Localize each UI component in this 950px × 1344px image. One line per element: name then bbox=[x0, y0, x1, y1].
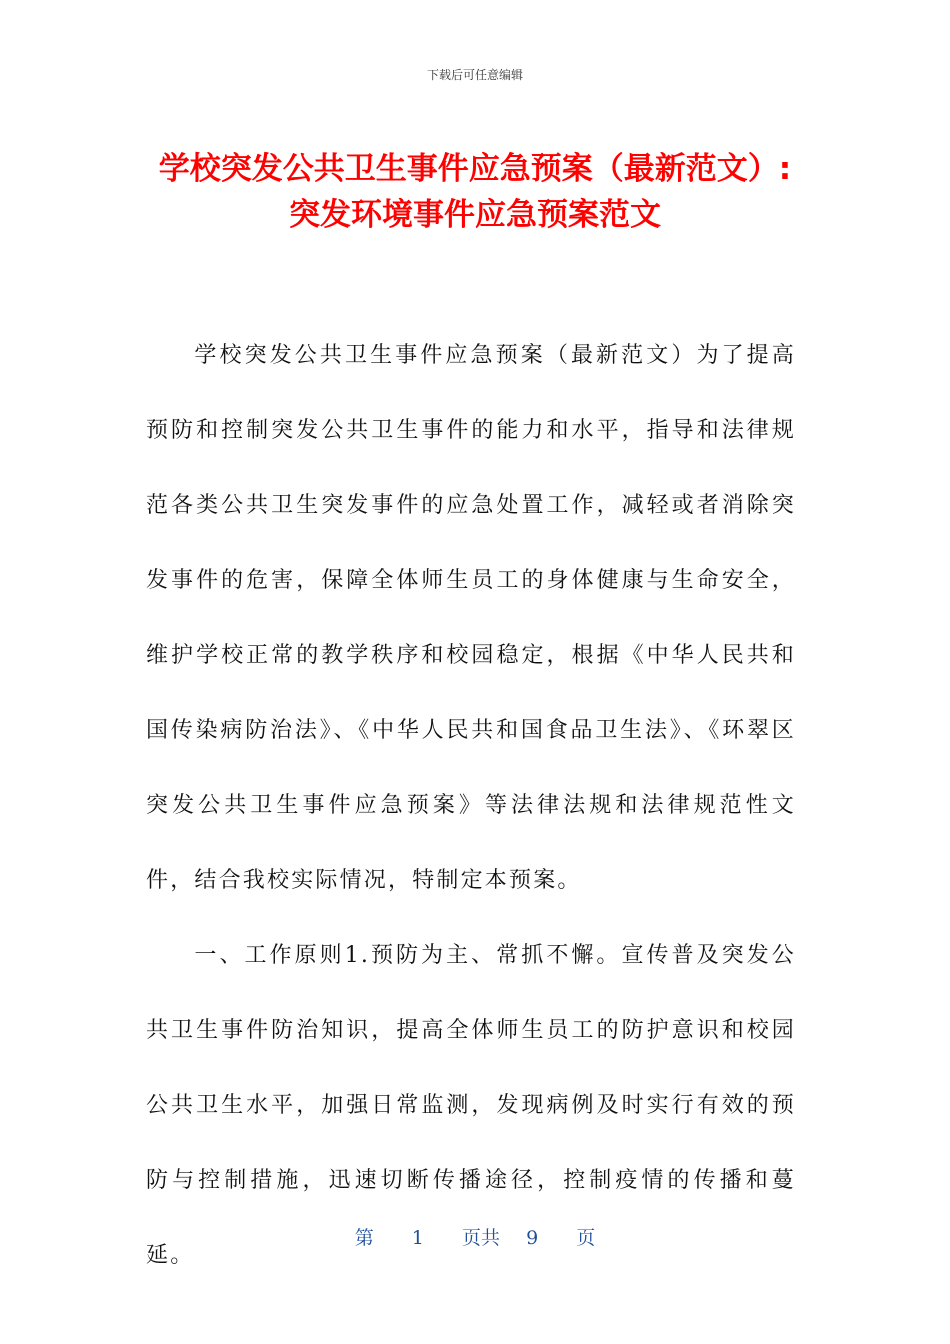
total-pages-number: 9 bbox=[526, 1227, 539, 1249]
document-title: 学校突发公共卫生事件应急预案（最新范文）:突发环境事件应急预案范文 bbox=[158, 151, 792, 233]
page-end-label: 页 bbox=[576, 1227, 596, 1249]
page-header bbox=[0, 67, 950, 83]
page-label: 第 bbox=[354, 1227, 374, 1249]
header-text: 下载后可任意编辑 bbox=[426, 68, 523, 82]
current-page-number: 1 bbox=[411, 1227, 424, 1249]
paragraph: 一、工作原则1.预防为主、常抓不懈。宣传普及突发公共卫生事件防治知识，提高全体师生员工的防护意识和校园公共卫生水平，加强日常监测，发现病例及时实行有效的预防与控制措施，迅速切断传播途径，控制疫情的传播和蔓延。 bbox=[146, 943, 796, 1268]
page-mid-label: 页共 bbox=[461, 1227, 500, 1249]
paragraph: 学校突发公共卫生事件应急预案（最新范文）为了提高预防和控制突发公共卫生事件的能力和水平，指导和法律规范各类公共卫生突发事件的应急处置工作，减轻或者消除突发事件的危害，保障全体师生员工的身体健康与生命安全，维护学校正常的教学秩序和校园稳定，根据《中华人民共和国传染病防治法》、《中华人民共和国食品卫生法》、《环翠区突发公共卫生事件应急预案》等法律法规和法律规范性文件，结合我校实际情况，特制定本预案。 bbox=[146, 343, 796, 893]
page-footer bbox=[0, 1224, 950, 1252]
document-body bbox=[146, 318, 796, 1293]
